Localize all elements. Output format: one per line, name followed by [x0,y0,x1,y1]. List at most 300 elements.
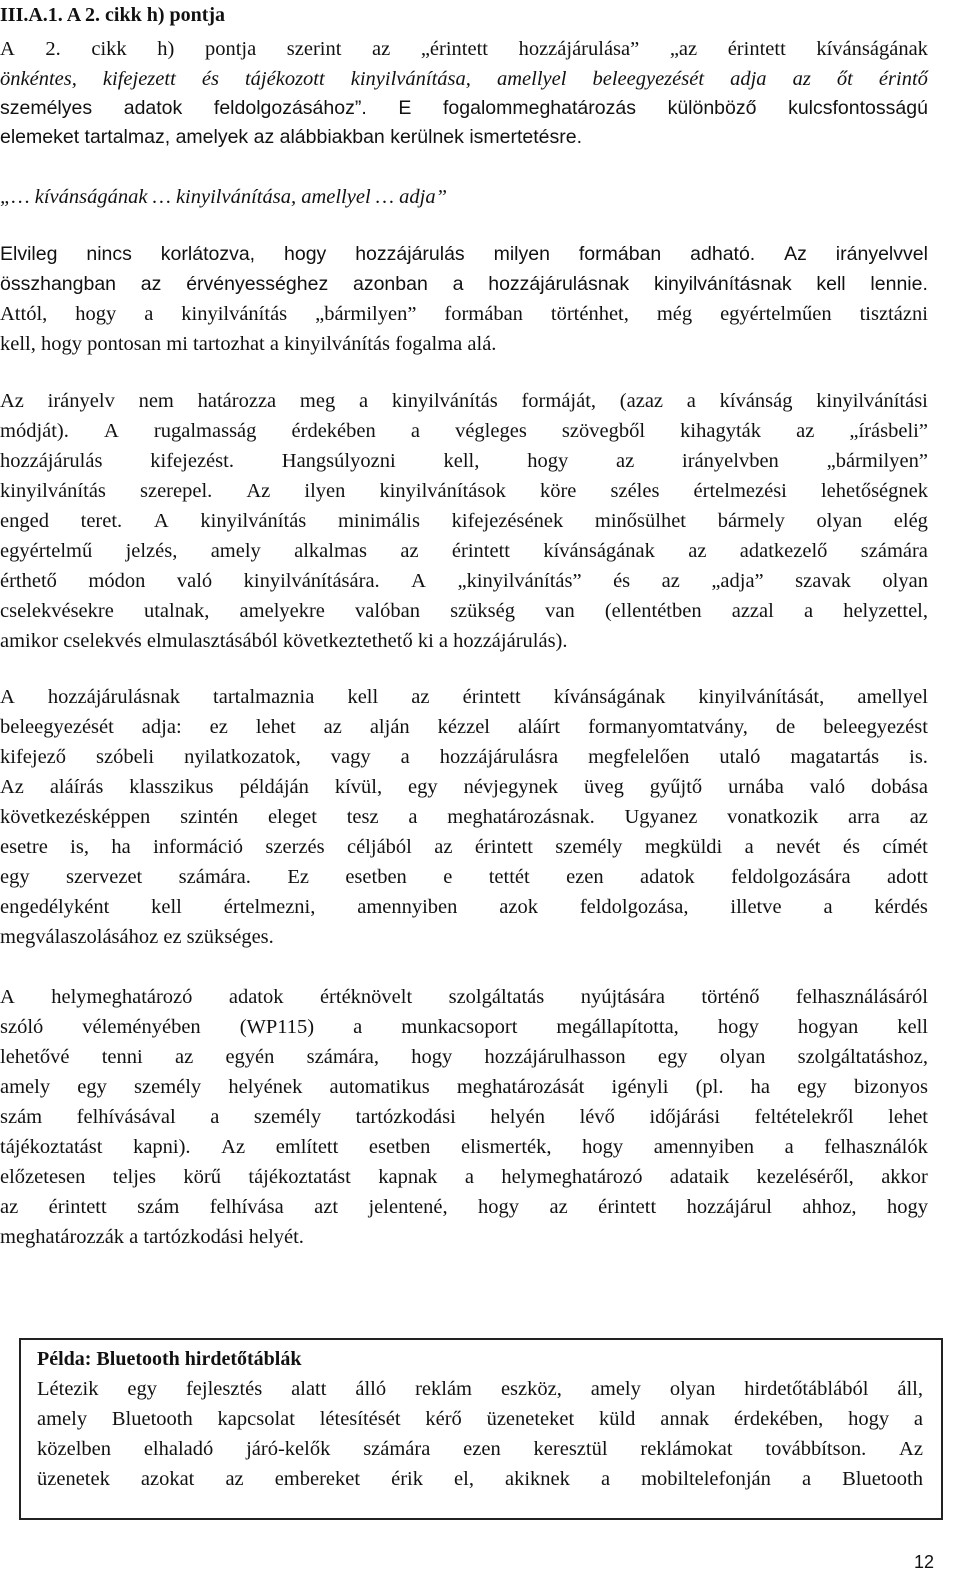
word: Attól, [0,303,48,325]
word: „írásbeli” [849,420,928,442]
word: vonatkozik [727,806,819,828]
word: hozzájárulása” [518,38,640,60]
word: a [358,390,369,412]
word: érintett [727,38,786,60]
word: az [792,68,811,90]
word: beleegyezését [0,716,114,738]
word: egyértelműen [720,303,832,325]
word: kinyilvánítására. [243,570,380,592]
word: egy [127,1378,158,1400]
word: kérő [425,1408,462,1430]
word: hirdetőtáblából [744,1378,869,1400]
word: kívánságának [553,686,666,708]
word: Ugyanez [624,806,698,828]
text-line [0,1104,928,1130]
word: mobiltelefonján [641,1468,771,1490]
word: „az [669,38,698,60]
word: is. [909,746,928,768]
word: a [686,390,696,412]
word: szövegből [561,420,646,442]
word: esetben [368,1136,431,1158]
example-box [19,1338,943,1520]
word: őt [836,68,853,90]
word: amellyel [857,686,928,708]
word: és [613,570,631,592]
word: megfelelően [588,746,690,768]
word: esetre [0,836,48,858]
word: hogy [75,303,117,325]
text-line [0,714,928,740]
word: a [353,1016,363,1038]
word: kell [897,1016,928,1038]
word: rugalmasság [153,420,257,442]
word: valóban [355,600,420,622]
word: automatikus [329,1076,430,1098]
word: feldolgozása, [579,896,689,918]
word: tartalmaznia [213,686,315,708]
word: munkacsoport [401,1016,518,1038]
word: és [201,68,219,90]
text-line [0,684,928,710]
text-line [0,864,928,890]
word: alkalmas [294,540,368,562]
word: formában [444,303,523,325]
word: fogalommeghatározás [443,97,636,119]
word: kinyilvánítási [816,390,928,412]
word: amellyel [496,68,567,90]
word: olyan [719,1046,766,1068]
word: ez [209,716,228,738]
word: felhívása [209,1196,284,1218]
word: meghatározásnak. [447,806,595,828]
word: az [549,1196,568,1218]
word: közelben [37,1438,111,1460]
word: adatok [228,986,284,1008]
word: szolgáltatás [448,986,545,1008]
word: irányelv [47,390,115,412]
section-heading: III.A.1. A 2. cikk h) pontja [0,4,226,26]
word: való [809,776,846,798]
word: az [688,540,707,562]
word: utalnak, [143,600,210,622]
word: tájékozott [244,68,325,90]
word: el, [454,1468,474,1490]
word: enged [0,510,49,532]
word: beleegyezését [592,68,705,90]
word: tájékoztatást [248,1166,351,1188]
word: különböző [667,97,757,119]
word: azok [499,896,538,918]
word: egy [77,1076,107,1098]
word: feldolgozásához”. [213,97,367,119]
word: felhasználásáról [795,986,928,1008]
word: kérdés [874,896,928,918]
word: a [144,303,154,325]
word: az [616,450,635,472]
word: és [842,836,860,858]
word: kinyilvánítások [379,480,506,502]
word: hozzájárulásnak [47,686,180,708]
word: az [411,686,430,708]
word: kinyilvánításnak [653,273,792,295]
text-line [0,301,928,327]
word: kapni). [133,1136,191,1158]
word: az [225,1468,244,1490]
word: E [398,97,412,119]
word: formában [578,243,662,265]
word: adatok [640,866,695,888]
word: illetve [730,896,782,918]
word: ahhoz, [802,1196,857,1218]
word: történhet, [550,303,629,325]
text-line [0,1014,928,1040]
word: korlátozva, [160,243,256,265]
word: az [140,273,162,295]
text-line [0,1074,928,1100]
word: milyen [493,243,550,265]
word: fejlesztés [185,1378,263,1400]
word: érthető [0,570,57,592]
word: járó-kelők [246,1438,331,1460]
word: urnába [728,776,784,798]
word: minősülhet [594,510,686,532]
word: adatok [123,97,183,119]
word: magatartás [790,746,880,768]
word: nincs [86,243,132,265]
word: szükség [450,600,515,622]
word: hozzájárulásnak [488,273,630,295]
word: is, [70,836,89,858]
text-line [0,804,928,830]
word: kinyilvánítását, [698,686,825,708]
word: kívánság [719,390,793,412]
word: teret. [80,510,123,532]
word: kinyilvánítása, [350,68,471,90]
word: aláírt [517,716,561,738]
word: érintő [878,68,928,90]
word: az [0,1196,19,1218]
word: amelyekre [239,600,325,622]
word: kell [816,273,846,295]
word: szerepel. [140,480,213,502]
word: értelmezési [693,480,787,502]
word: kívánságának [816,38,928,60]
word: gyűjtő [649,776,703,798]
word: szerint [286,38,342,60]
word: következésképpen [0,806,151,828]
word: az [909,806,928,828]
word: engedélyként [0,896,110,918]
word: szolgáltatáshoz, [797,1046,928,1068]
word: üzeneteket [486,1408,575,1430]
word: amennyiben [653,1136,754,1158]
word: kell [347,686,379,708]
word: „bármilyen” [315,303,417,325]
word: számára, [306,1046,379,1068]
word: hogy [284,243,327,265]
word: egyén [225,1046,275,1068]
text-line [0,36,928,62]
word: „kinyilvánítás” [457,570,582,592]
text-line [0,744,928,770]
word: annak [660,1408,710,1430]
subheading: „… kívánságának … kinyilvánítása, amellyel … adja” [0,186,447,208]
word: meg [299,390,336,412]
word: kifejezést. [150,450,234,472]
word: kinyilvánítás [181,303,288,325]
word: tesz [346,806,379,828]
word: kapnak [378,1166,438,1188]
word: álló [355,1378,387,1400]
text-line [0,1164,928,1190]
word: ha [111,836,131,858]
text-line [0,388,928,414]
word: elhaladó [143,1438,214,1460]
word: történő [701,986,760,1008]
word: helyzettel, [843,600,928,622]
word: azokat [140,1468,195,1490]
text-line [0,568,928,594]
word: az [796,420,815,442]
word: szám [0,1106,43,1128]
word: szintén [180,806,239,828]
word: a [784,1136,794,1158]
word: A [411,570,426,592]
word: érik [391,1468,423,1490]
word: személy [555,836,623,858]
word: beleegyezést [823,716,928,738]
word: nem [138,390,174,412]
word: hogyan [797,1016,859,1038]
word: még [656,303,693,325]
text-line [0,1134,928,1160]
word: esetben [345,866,407,888]
word: értelmezni, [223,896,316,918]
word: Bluetooth [842,1468,923,1490]
word: lehetőségnek [820,480,928,502]
word: van [545,600,575,622]
word: amely [0,1076,51,1098]
word: körű [183,1166,221,1188]
text-line [0,984,928,1010]
word: a [600,1468,611,1490]
word: megküldi [644,836,723,858]
word: széles [610,480,660,502]
word: szóló [0,1016,44,1038]
word: hogy [848,1408,890,1430]
word: módját). [0,420,69,442]
text-line: kell, hogy pontosan mi tartozhat a kinyilvánítás fogalma alá. [0,333,497,355]
word: cikk [91,38,127,60]
word: amely [210,540,261,562]
word: a [913,1408,923,1430]
word: hozzájárulás [355,243,465,265]
word: A [104,420,119,442]
word: ezen [566,866,604,888]
word: feltételekről [754,1106,854,1128]
word: e [443,866,453,888]
word: összhangban [0,273,117,295]
word: az [400,540,419,562]
word: igényli [611,1076,669,1098]
example-box-title: Példa: Bluetooth hirdetőtáblák [37,1348,302,1370]
word: adataik [669,1166,730,1188]
word: azzal [731,600,774,622]
word: önkéntes, [0,68,77,90]
word: eszköz, [500,1378,562,1400]
text-line [0,508,928,534]
text-line [0,834,928,860]
word: szám [137,1196,180,1218]
word: lennie. [870,273,928,295]
word: kezeléséről, [756,1166,854,1188]
word: időjárási [649,1106,721,1128]
word: Az [899,1438,923,1460]
word: az [661,570,680,592]
word: érintett [451,540,510,562]
word: eleget [267,806,317,828]
word: amely [37,1408,88,1430]
text-line: megválaszolásához ez szükséges. [0,926,274,948]
word: kívül, [334,776,383,798]
word: egy [408,776,438,798]
word: a [410,420,420,442]
text-line [0,1044,928,1070]
word: számára [363,1438,431,1460]
word: számára. [178,866,251,888]
word: h) [157,38,175,60]
word: kulcsfontosságú [788,97,928,119]
word: Ez [287,866,309,888]
word: „bármilyen” [826,450,928,472]
text-line [0,774,928,800]
word: akiknek [505,1468,570,1490]
word: érdekében, [733,1408,824,1430]
word: akkor [881,1166,928,1188]
word: adott [886,866,928,888]
word: érintett [598,1196,657,1218]
word: a [823,896,833,918]
word: tenni [101,1046,143,1068]
word: irányelvben [682,450,779,472]
word: amely [590,1378,641,1400]
word: a [464,1166,474,1188]
text-line [0,538,928,564]
page-number: 12 [913,1552,934,1572]
word: formanyomtatvány, [588,716,748,738]
word: küld [598,1408,636,1430]
word: érdekében [291,420,376,442]
word: bizonyos [853,1076,928,1098]
word: reklám [415,1378,472,1400]
word: A [0,686,15,708]
word: az [323,716,342,738]
word: szavak [795,570,851,592]
word: egy [797,1076,827,1098]
word: nevét [776,836,821,858]
word: utaló [719,746,761,768]
word: jelzés, [125,540,178,562]
text-line [0,66,928,92]
word: kifejezésének [451,510,564,532]
word: említett [275,1136,339,1158]
word: kell, [443,450,480,472]
word: kinyilvánítás [391,390,498,412]
example-box-line [37,1466,923,1492]
word: arra [848,806,880,828]
word: formáját, [521,390,597,412]
word: hogy [478,1196,520,1218]
word: elismerték, [461,1136,552,1158]
example-box-line [37,1406,923,1432]
word: érintett [48,1196,107,1218]
word: hozzájárul [686,1196,772,1218]
word: a [803,600,814,622]
word: egyértelmű [0,540,93,562]
word: kézzel [437,716,490,738]
word: példáján [239,776,309,798]
word: felhívásával [76,1106,176,1128]
word: kifejező [0,746,67,768]
word: „érintett [420,38,488,60]
word: Az [0,776,24,798]
word: tartózkodási [355,1106,456,1128]
word: A [153,510,169,532]
word: áll, [897,1378,923,1400]
word: a [400,746,410,768]
word: helymeghatározó [51,986,193,1008]
word: minimális [337,510,420,532]
word: olyan [816,510,863,532]
word: hogy [717,1016,759,1038]
word: nyújtására [580,986,665,1008]
word: A [0,986,15,1008]
text-line [0,894,928,920]
word: szerzés [265,836,325,858]
word: előzetesen [0,1166,86,1188]
word: aláírás [49,776,104,798]
word: megállapította, [556,1016,679,1038]
word: egy [0,866,30,888]
word: Bluetooth [111,1408,193,1430]
word: lévő [579,1106,615,1128]
word: hogy [886,1196,928,1218]
word: az [372,38,391,60]
text-line [0,241,928,267]
word: üzenetek [37,1468,110,1490]
word: Az [784,243,807,265]
word: Elvileg [0,243,58,265]
word: jelentené, [368,1196,448,1218]
word: személy [253,1106,322,1128]
word: hogy [582,1136,624,1158]
word: személyes [0,97,93,119]
word: klasszikus [129,776,214,798]
word: bármely [717,510,785,532]
word: névjegynek [463,776,559,798]
word: végleges [455,420,527,442]
text-line [0,271,928,297]
word: nyilatkozatok, [184,746,301,768]
word: teljes [112,1166,157,1188]
word: vagy [330,746,371,768]
word: embereket [274,1468,361,1490]
word: lehet [888,1106,928,1128]
word: reklámokat [640,1438,733,1460]
text-line: amikor cselekvés elmulasztásából következtethető ki a hozzájárulás). [0,630,568,652]
word: hozzájárulhasson [484,1046,626,1068]
word: (azaz [619,390,664,412]
